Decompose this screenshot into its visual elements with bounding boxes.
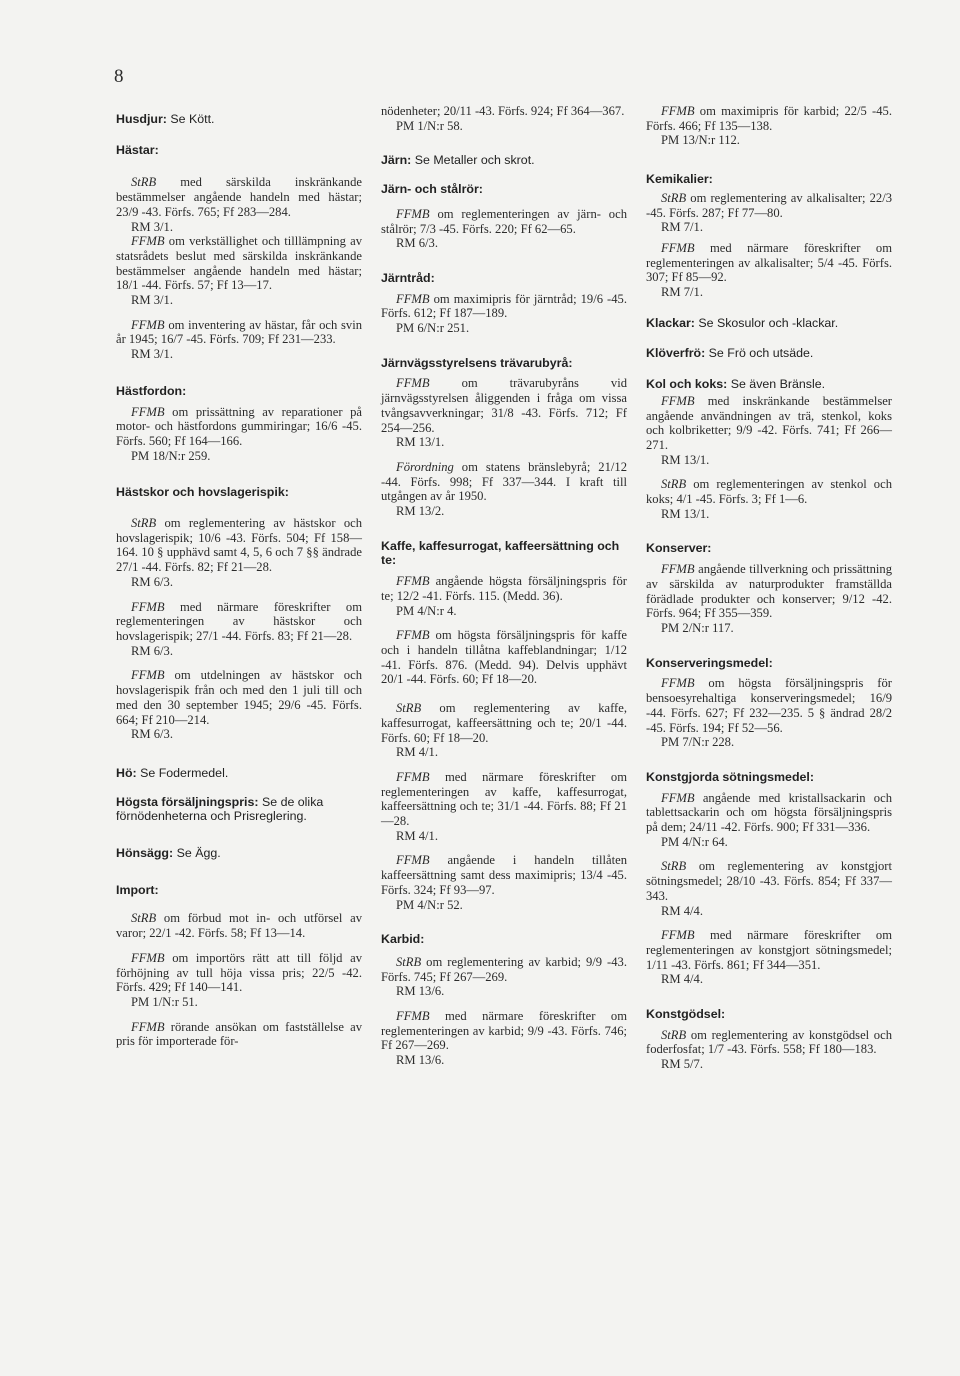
heading-term: Kemikalier: [646,172,713,187]
publication-reference: RM 13/2. [396,504,445,519]
heading-line [646,346,892,361]
decree-text: om inventering av hästar, får och svin år 1945; 16/7 -45. Förfs. 709; Ff 231—233. [116,317,362,347]
index-entry [116,951,362,1010]
see-reference: Se de olika förnödenheterna och Prisreglering. [116,794,324,824]
decree-text: angående i handeln tillåten kaffeersättning samt dess maximipris; 13/4 -45. Förfs. 324; Ff 93—97. [381,853,627,897]
entry-text [646,562,892,621]
index-entry [381,460,627,519]
index-heading [646,346,892,361]
heading-line [116,112,362,127]
heading-line [646,172,892,187]
entry-text [116,668,362,727]
heading-term: Konstgödsel: [646,1007,726,1022]
index-entry [116,175,362,234]
entry-text [646,477,892,506]
index-entry [116,234,362,308]
column-3 [646,104,892,1072]
heading-line [116,846,362,861]
decree-type: FFMB [661,790,695,805]
entry-text [116,175,362,219]
index-entry [646,477,892,521]
entry-text [381,701,627,745]
index-heading [116,883,362,898]
decree-text: angående tillverkning och prissättning av särskilda av naturprodukter framställda förädlade produkter och konserver; 9/12 -42. Förfs. 964; Ff 355—359. [646,562,892,621]
decree-type: FFMB [396,628,430,643]
see-reference: Se Skosulor och -klackar. [698,315,839,330]
index-entry [381,292,627,336]
entry-text [116,600,362,644]
heading-term: Hönsägg: [116,846,174,861]
decree-type: StRB [131,516,157,531]
entry-text [116,516,362,575]
heading-term: Hö: [116,765,137,780]
index-entry [381,955,627,999]
decree-type: FFMB [131,234,165,249]
decree-type: FFMB [396,1009,430,1024]
index-heading [646,770,892,785]
publication-reference: RM 13/6. [396,1053,445,1068]
heading-line [646,316,892,331]
publication-reference: RM 13/1. [661,452,710,467]
entry-text [646,676,892,735]
entry-text [381,460,627,504]
entry-text [646,859,892,903]
decree-type: StRB [661,477,687,492]
publication-reference: RM 4/1. [396,745,438,760]
decree-text: om reglementering av alkalisalter; 22/3 -45. Förfs. 287; Ff 77—80. [646,190,892,220]
entry-text [381,574,627,603]
heading-line [381,932,627,947]
see-reference: Se Ägg. [176,846,221,861]
index-heading [646,316,892,331]
column-1 [116,104,362,1049]
heading-term: Kaffe, kaffesurrogat, kaffeersättning och te: [381,538,620,568]
publication-reference: RM 6/3. [131,727,173,742]
index-entry [381,376,627,450]
decree-type: Förordning [396,459,454,474]
decree-text: angående högsta försäljningspris för te; 12/2 -41. Förfs. 115. (Medd. 36). [381,574,627,603]
index-heading [381,153,627,168]
decree-type: FFMB [396,206,430,221]
decree-type: FFMB [396,769,430,784]
entry-text [646,104,892,133]
decree-type: StRB [131,911,157,926]
index-heading [381,932,627,947]
decree-type: FFMB [131,950,165,965]
publication-reference: RM 6/3. [131,574,173,589]
decree-type: FFMB [661,240,695,255]
decree-type: FFMB [396,574,430,589]
index-entry [646,562,892,636]
entry-text [116,1020,362,1049]
index-entry [646,191,892,235]
heading-line [116,795,362,824]
entry-text [381,955,627,984]
decree-type: FFMB [661,562,695,577]
decree-text: med närmare föreskrifter om reglementeringen av hästskor och hovslagerispik; 27/1 -44. Förfs. 83; Ff 21—28. [116,599,362,643]
heading-term: Klöverfrö: [646,346,706,361]
index-entry [116,318,362,362]
column-2 [381,104,627,1068]
index-heading [646,656,892,671]
decree-type: StRB [661,859,687,874]
decree-text: om reglementering av hästskor och hovslagerispik; 10/6 -43. Förfs. 504; Ff 158—164. 10 § upphävd samt 4, 5, 6 och 7 §§ ändrade 27/1 -44. Förfs. 82; Ff 21—28. [116,516,362,575]
entry-text [116,234,362,293]
index-entry [116,668,362,742]
entry-text [646,791,892,835]
index-entry [381,207,627,251]
decree-type: FFMB [661,676,695,691]
decree-text: med inskränkande bestämmelser angående användningen av trä, stenkol, koks och kolbriketter; 9/9 -42. Förfs. 741; Ff 266—271. [646,393,892,452]
decree-text: om högsta försäljningspris för kaffe och i handeln tillåtna kaffeblandningar; 1/12 -41. Förfs. 876. (Medd. 94). Delvis upphävt 20/1 -44. Förfs. 60; Ff 18—20. [381,628,627,687]
publication-reference: RM 3/1. [131,219,173,234]
decree-text: om utdelningen av hästskor och hovslagerispik från och med den 1 juli till och med den 30 september 1945; 29/6 -45. Förfs. 664; Ff 210—214. [116,668,362,727]
index-entry [116,1020,362,1049]
publication-reference: RM 4/4. [661,903,703,918]
see-reference: Se Kött. [170,112,215,126]
heading-term: Karbid: [381,932,425,947]
decree-text: om trävarubyråns vid järnvägsstyrelsen åliggenden i fråga om vissa tvångsavverkningar; 31/8 -43. Förfs. 712; Ff 254—256. [381,376,627,435]
heading-term: Import: [116,882,159,897]
publication-reference: RM 7/1. [661,285,703,300]
entry-text [646,1028,892,1057]
index-entry [646,859,892,918]
index-heading [381,356,627,371]
publication-reference: RM 13/1. [661,506,710,521]
decree-type: FFMB [661,393,695,408]
index-heading [116,143,362,158]
publication-reference: RM 4/1. [396,828,438,843]
heading-line [116,883,362,898]
heading-term: Konserver: [646,541,712,556]
decree-type: FFMB [396,853,430,868]
heading-term: Konserveringsmedel: [646,655,773,670]
index-heading [646,377,892,392]
heading-line [116,766,362,781]
decree-text: om förbud mot in- och utförsel av varor; 22/1 -42. Förfs. 58; Ff 13—14. [116,911,362,941]
decree-text: om reglementering av konstgjort sötningsmedel; 28/10 -43. Förfs. 854; Ff 337—343. [646,859,892,903]
publication-reference: PM 1/N:r 58. [396,118,463,133]
entry-text [381,207,627,236]
index-heading [116,485,362,500]
decree-text: om reglementering av karbid; 9/9 -43. Förfs. 745; Ff 267—269. [381,954,627,984]
index-entry [646,1028,892,1072]
index-entry [646,676,892,750]
publication-reference: RM 3/1. [131,347,173,362]
decree-text: om reglementeringen av järn- och stålrör; 7/3 -45. Förfs. 220; Ff 62—65. [381,206,627,236]
page-number: 8 [114,66,124,87]
index-entry [381,701,627,760]
index-heading [116,766,362,781]
entry-text [116,318,362,347]
heading-term: Konstgjorda sötningsmedel: [646,769,814,784]
index-heading [116,846,362,861]
heading-line [381,539,627,568]
index-entry [646,104,892,148]
index-entry [381,104,627,133]
publication-reference: PM 18/N:r 259. [131,448,211,463]
decree-type: FFMB [661,928,695,943]
entry-text [381,1009,627,1053]
entry-text [381,853,627,897]
entry-text [646,241,892,285]
heading-line [381,182,627,197]
heading-term: Järntråd: [381,270,435,285]
heading-line [381,153,627,168]
decree-text: med närmare föreskrifter om reglementeringen av konstgjort sötningsmedel; 1/11 -43. Förfs. 861; Ff 344—351. [646,928,892,972]
decree-text: om verkställighet och tilllämpning av statsrådets beslut med särskilda inskränkande bestämmelser angående handeln med hästar; 18/1 -44. Förfs. 57; Ff 13—17. [116,234,362,293]
decree-text: med närmare föreskrifter om reglementeringen av kaffe, kaffesurrogat, kaffeersättning och te; 31/1 -44. Förfs. 88; Ff 21—28. [381,769,627,829]
heading-term: Järnvägsstyrelsens trävarubyrå: [381,355,573,370]
index-entry [646,928,892,987]
see-reference: Se Fodermedel. [140,765,229,780]
index-entry [116,516,362,590]
index-heading [116,384,362,399]
publication-reference: RM 13/6. [396,984,445,999]
index-entry [116,600,362,659]
index-heading [381,271,627,286]
publication-reference: PM 13/N:r 112. [661,133,740,148]
publication-reference: PM 1/N:r 51. [131,994,198,1009]
entry-text [646,928,892,972]
index-heading [381,539,627,568]
publication-reference: PM 7/N:r 228. [661,735,735,750]
publication-reference: RM 13/1. [396,435,445,450]
decree-type: StRB [661,1027,687,1042]
decree-type: StRB [396,701,422,716]
entry-text [116,911,362,940]
see-reference: Se Metaller och skrot. [414,153,535,168]
publication-reference: RM 6/3. [131,643,173,658]
publication-reference: RM 7/1. [661,220,703,235]
publication-reference: RM 4/4. [661,972,703,987]
entry-text [646,394,892,453]
heading-term: Hästar: [116,142,159,157]
heading-line [116,485,362,500]
index-entry [646,791,892,850]
decree-type: FFMB [131,317,165,332]
heading-term: Hästfordon: [116,383,187,398]
decree-text: angående med kristallsackarin och tablettsackarin och om högsta försäljningspris på dem; 24/11 -42. Förfs. 900; Ff 331—336. [646,790,892,835]
heading-line [646,770,892,785]
index-entry [116,911,362,940]
decree-type: FFMB [131,404,165,419]
decree-type: FFMB [131,1019,165,1034]
decree-text: om maximipris för karbid; 22/5 -45. Förfs. 466; Ff 135—138. [646,104,892,133]
heading-line [381,271,627,286]
publication-reference: PM 6/N:r 251. [396,321,470,336]
index-entry [646,394,892,468]
heading-term: Kol och koks: [646,377,728,392]
see-reference: Se Frö och utsäde. [708,346,814,361]
heading-term: Högsta försäljningspris: [116,794,259,809]
heading-line [116,143,362,158]
entry-text [381,628,627,687]
entry-text [116,951,362,995]
index-entry [381,770,627,844]
decree-text: om prissättning av reparationer på motor- och hästfordons gummiringar; 16/6 -45. Förfs. 560; Ff 164—166. [116,404,362,448]
entry-text [646,191,892,220]
decree-text: med närmare föreskrifter om reglementeringen av karbid; 9/9 -43. Förfs. 746; Ff 267—269. [381,1009,627,1053]
index-entry [381,1009,627,1068]
index-entry [381,628,627,687]
decree-type: FFMB [131,599,165,614]
decree-type: StRB [131,175,157,190]
heading-term: Klackar: [646,315,695,330]
decree-text: nödenheter; 20/11 -43. Förfs. 924; Ff 364—367. [381,104,625,118]
decree-type: FFMB [396,291,430,306]
heading-line [646,656,892,671]
publication-reference: PM 4/N:r 52. [396,897,463,912]
index-entry [116,405,362,464]
index-heading [646,172,892,187]
entry-text [381,770,627,829]
decree-type: FFMB [396,376,430,391]
index-entry [381,853,627,912]
index-heading [381,182,627,197]
heading-term: Järn: [381,153,412,168]
heading-term: Järn- och stålrör: [381,182,483,197]
index-entry [381,574,627,618]
see-reference: Se även Bränsle. [730,377,826,392]
heading-line [646,1007,892,1022]
decree-type: FFMB [131,668,165,683]
publication-reference: PM 4/N:r 64. [661,834,728,849]
decree-text: om reglementering av kaffe, kaffesurrogat, kaffeersättning och te; 20/1 -44. Förfs. 60; Ff 18—20. [381,701,627,745]
decree-type: FFMB [661,104,695,118]
decree-text: med särskilda inskränkande bestämmelser angående handeln med hästar; 23/9 -43. Förfs. 765; Ff 283—284. [116,175,362,219]
index-heading [116,795,362,824]
index-heading [646,1007,892,1022]
decree-text: om statens bränslebyrå; 21/12 -44. Förfs. 998; Ff 337—344. I kraft till utgången av år 1950. [381,459,627,504]
heading-term: Hästskor och hovslagerispik: [116,485,289,500]
entry-text [381,376,627,435]
decree-text: om maximipris för järntråd; 19/6 -45. Förfs. 612; Ff 187—189. [381,291,627,321]
decree-type: StRB [396,954,422,969]
decree-type: StRB [661,190,687,205]
heading-line [116,384,362,399]
index-heading [646,541,892,556]
index-heading [116,112,362,127]
entry-text [116,405,362,449]
entry-text [381,292,627,321]
index-entry [646,241,892,300]
entry-text [381,104,627,119]
publication-reference: PM 4/N:r 4. [396,603,457,618]
publication-reference: RM 3/1. [131,293,173,308]
publication-reference: PM 2/N:r 117. [661,620,734,635]
heading-line [646,377,892,392]
decree-text: rörande ansökan om fastställelse av pris för importerade för- [116,1019,362,1049]
heading-term: Husdjur: [116,112,167,126]
heading-line [381,356,627,371]
decree-text: med närmare föreskrifter om reglementeringen av alkalisalter; 5/4 -45. Förfs. 307; Ff 85—92. [646,240,892,285]
decree-text: om importörs rätt att till följd av förhöjning av tull höja vissa pris; 22/5 -42. Förfs. 429; Ff 140—141. [116,950,362,995]
publication-reference: RM 6/3. [396,236,438,251]
decree-text: om högsta försäljningspris för bensoesyrehaltiga konserveringsmedel; 16/9 -44. Förfs. 627; Ff 232—235. 5 § ändrad 28/2 -45. Förfs. 194; Ff 52—56. [646,676,892,735]
publication-reference: RM 5/7. [661,1057,703,1072]
heading-line [646,541,892,556]
decree-text: om reglementeringen av stenkol och koks; 4/1 -45. Förfs. 3; Ff 1—6. [646,477,892,507]
decree-text: om reglementering av konstgödsel och foderfosfat; 1/7 -43. Förfs. 558; Ff 180—183. [646,1027,892,1057]
